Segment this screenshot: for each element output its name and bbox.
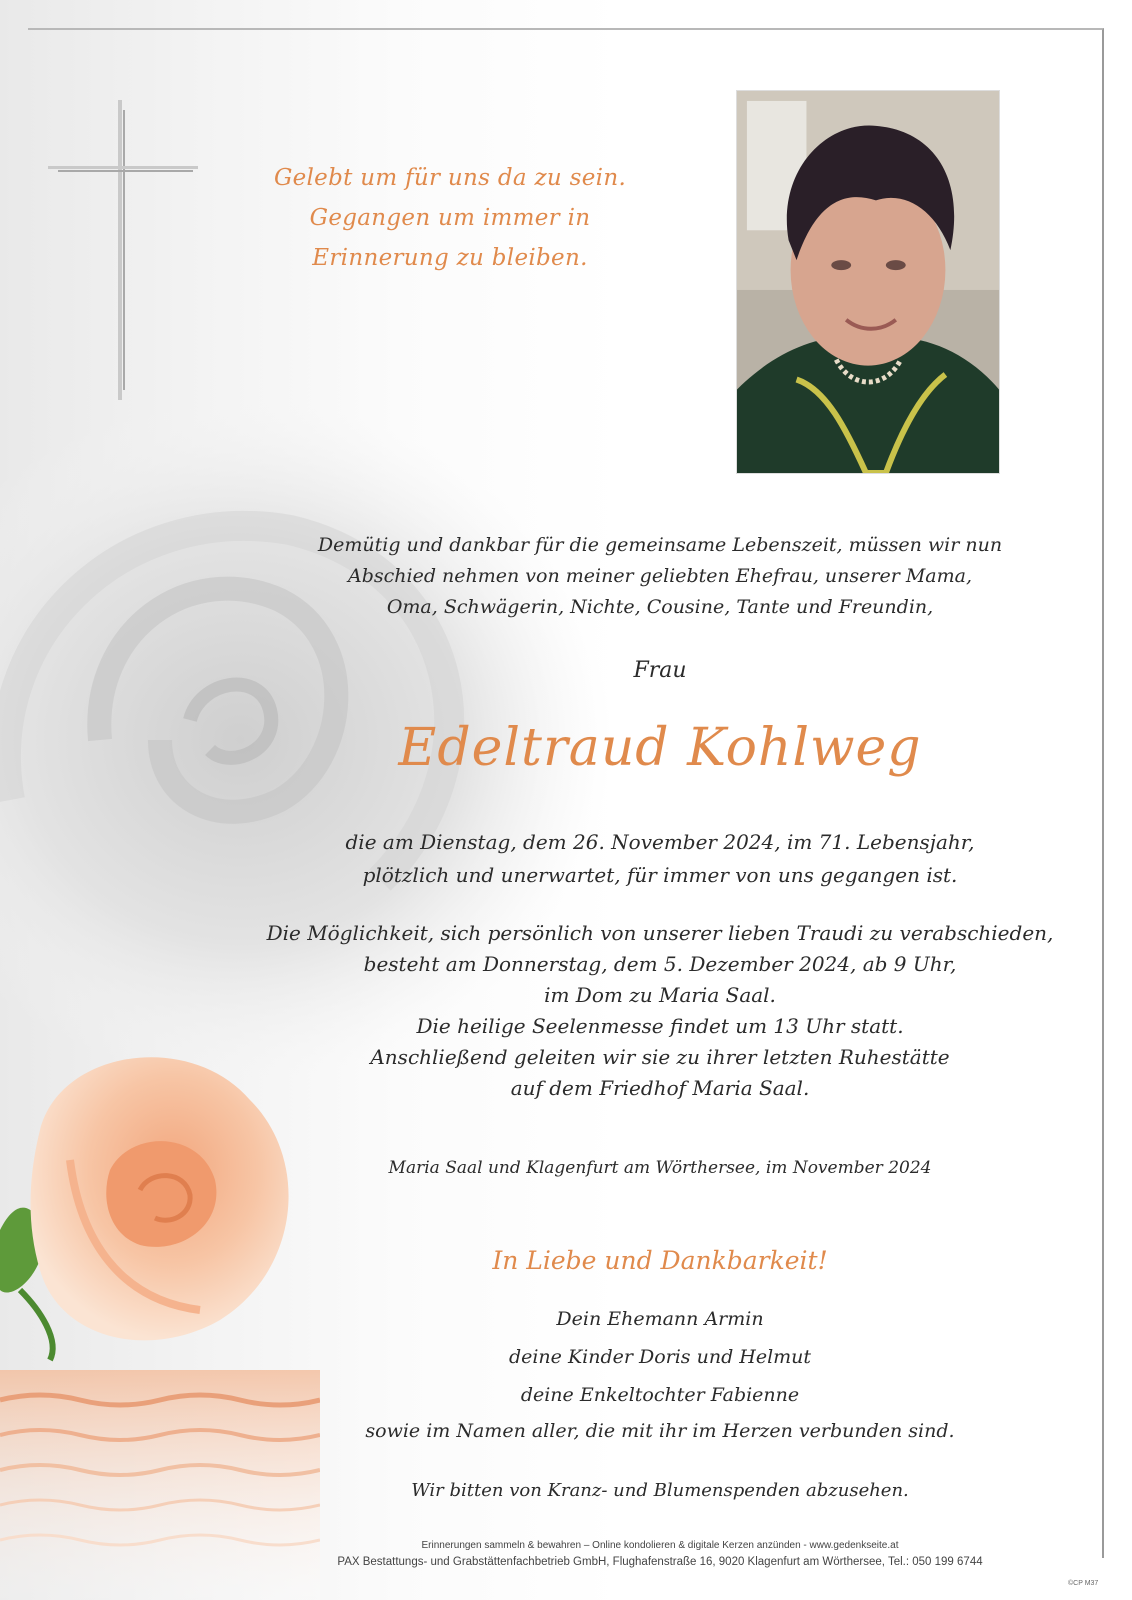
place-date: Maria Saal und Klagenfurt am Wörthersee, im November 2024 — [388, 1158, 932, 1178]
death-line: die am Dienstag, dem 26. November 2024, im 71. Lebensjahr, — [345, 830, 975, 854]
death-line: plötzlich und unerwartet, für immer von uns gegangen ist. — [362, 863, 958, 887]
intro-line: Oma, Schwägerin, Nichte, Cousine, Tante und Freundin, — [386, 596, 934, 618]
page-frame — [28, 28, 1104, 1558]
motto-line: Gegangen um immer in — [309, 205, 591, 231]
farewell-line: Anschließend geleiten wir sie zu ihrer letzten Ruhestätte — [370, 1045, 950, 1069]
farewell-line: Die heilige Seelenmesse findet um 13 Uhr statt. — [416, 1014, 904, 1038]
salutation: Frau — [633, 658, 687, 683]
family-member: Dein Ehemann Armin — [556, 1308, 764, 1330]
farewell-line: besteht am Donnerstag, dem 5. Dezember 2024, ab 9 Uhr, — [363, 952, 957, 976]
farewell-line: im Dom zu Maria Saal. — [544, 983, 776, 1007]
intro-line: Demütig und dankbar für die gemeinsame Lebenszeit, müssen wir nun — [317, 534, 1003, 556]
print-mark: ©CP M37 — [1068, 1580, 1099, 1587]
motto-line: Gelebt um für uns da zu sein. — [273, 165, 627, 191]
farewell-line: auf dem Friedhof Maria Saal. — [510, 1076, 810, 1100]
love-heading: In Liebe und Dankbarkeit! — [492, 1246, 828, 1275]
motto-line: Erinnerung zu bleiben. — [312, 245, 588, 271]
footer-company-line: PAX Bestattungs- und Grabstättenfachbetrieb GmbH, Flughafenstraße 16, 9020 Klagenfurt am Wörthersee, Tel.: 050 199 6744 — [337, 1556, 983, 1568]
intro-line: Abschied nehmen von meiner geliebten Ehefrau, unserer Mama, — [348, 565, 972, 587]
deceased-name: Edeltraud Kohlweg — [398, 718, 922, 778]
footer-website-line: Erinnerungen sammeln & bewahren – Online kondolieren & digitale Kerzen anzünden - www.gedenkseite.at — [421, 1540, 899, 1551]
farewell-line: Die Möglichkeit, sich persönlich von unserer lieben Traudi zu verabschieden, — [266, 921, 1054, 945]
also-line: sowie im Namen aller, die mit ihr im Herzen verbunden sind. — [365, 1420, 955, 1442]
donation-request: Wir bitten von Kranz- und Blumenspenden abzusehen. — [411, 1480, 909, 1501]
family-member: deine Enkeltochter Fabienne — [520, 1384, 800, 1406]
family-member: deine Kinder Doris und Helmut — [508, 1346, 812, 1368]
